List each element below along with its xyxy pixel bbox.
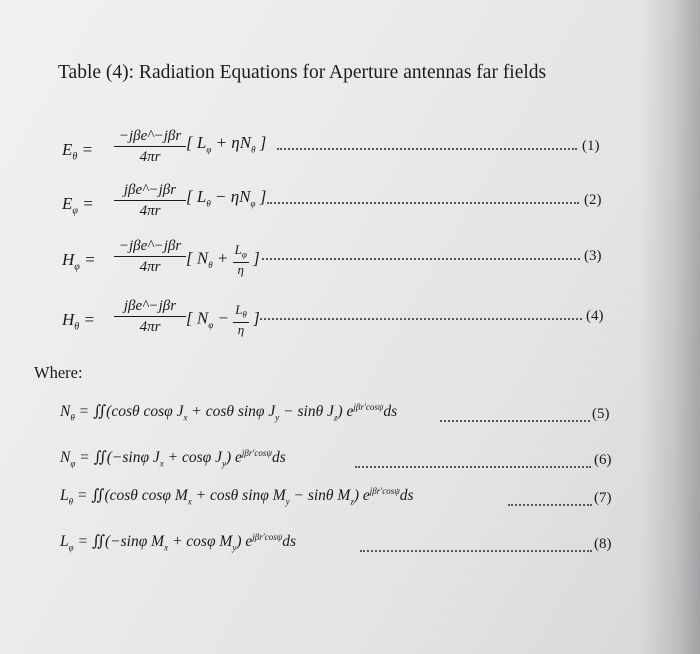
definition-6 (60, 448, 620, 476)
definition-8-expression: $L_\varphi$ = ∬(−sinφ $M_x + \cos\varphi$ $M_y$) $e^{j\beta r'cos\psi}ds$ (60, 532, 297, 553)
definition-6-expression: $N_\varphi$ = ∬(−sinφ $J_x + \cos\varphi$ $J_y$) $e^{j\beta r'cos\psi}ds$ (60, 448, 286, 469)
equation-1 (62, 128, 622, 176)
definition-6-leader (355, 466, 591, 468)
equation-2-denominator: 4πr (139, 203, 161, 219)
definition-5-expression: $N_\theta$ = ∬(cosθ cosφ $J_x + \cos\theta$ sinφ $J_y - \sin\theta$ $J_z$) $e^{j\beta r'cos\psi}ds$ (60, 402, 398, 423)
equation-2-bracket: [ $L_\theta - \eta N_\varphi$ ] (186, 187, 267, 209)
equation-1-fraction (114, 128, 186, 166)
definition-8 (60, 532, 620, 560)
equation-4-fraction (114, 298, 186, 336)
definition-7-leader (508, 504, 592, 506)
equation-3-lhs: $H_\varphi$ = (62, 250, 96, 273)
definition-8-leader (360, 550, 592, 552)
where-label: Where: (34, 363, 83, 382)
equation-2-numerator: jβe^−jβr (114, 182, 186, 201)
page-shadow (640, 0, 700, 654)
equation-1-bracket: [ $L_\varphi + \eta N_\theta$ ] (186, 133, 267, 155)
table-title: Table (4): Radiation Equations for Aperture antennas far fields (58, 62, 547, 83)
equation-1-number: (1) (582, 138, 600, 154)
equation-1-leader (277, 148, 577, 150)
equation-2 (62, 182, 622, 230)
equation-2-lhs: $E_\varphi$ = (62, 194, 94, 217)
equation-1-lhs: $E_\theta$ = (62, 140, 94, 163)
equation-2-fraction (114, 182, 186, 220)
equation-4-leader (260, 318, 582, 320)
equation-4-bracket: [ $N_\varphi$ − $\frac{L_\theta}{\eta}$ ] (186, 302, 260, 337)
equation-2-leader (267, 202, 579, 204)
definition-5-number: (5) (592, 406, 610, 422)
equation-3-numerator: −jβe^−jβr (114, 238, 186, 257)
definition-7 (60, 486, 620, 514)
definition-8-number: (8) (594, 536, 612, 552)
equation-3-leader (262, 258, 580, 260)
equation-3-denominator: 4πr (139, 259, 161, 275)
definition-7-number: (7) (594, 490, 612, 506)
equation-4-denominator: 4πr (139, 319, 161, 335)
equation-1-denominator: 4πr (139, 149, 161, 165)
equation-3-fraction (114, 238, 186, 276)
equation-3-bracket: [ $N_\theta$ + $\frac{L_\varphi}{\eta}$ ] (186, 242, 260, 277)
equation-4-lhs: $H_\theta$ = (62, 310, 95, 333)
definition-7-expression: $L_\theta$ = ∬(cosθ cosφ $M_x + \cos\theta$ sinφ $M_y - \sin\theta$ $M_z$) $e^{j\beta r'cos\psi}ds$ (60, 486, 414, 507)
equation-3-number: (3) (584, 248, 602, 264)
equation-3 (62, 238, 622, 286)
equation-4-numerator: jβe^−jβr (114, 298, 186, 317)
definition-5-leader (440, 420, 590, 422)
definition-5 (60, 402, 620, 430)
equation-1-numerator: −jβe^−jβr (114, 128, 186, 147)
equation-2-number: (2) (584, 192, 602, 208)
equation-4 (62, 298, 622, 346)
definition-6-number: (6) (594, 452, 612, 468)
equation-4-number: (4) (586, 308, 604, 324)
